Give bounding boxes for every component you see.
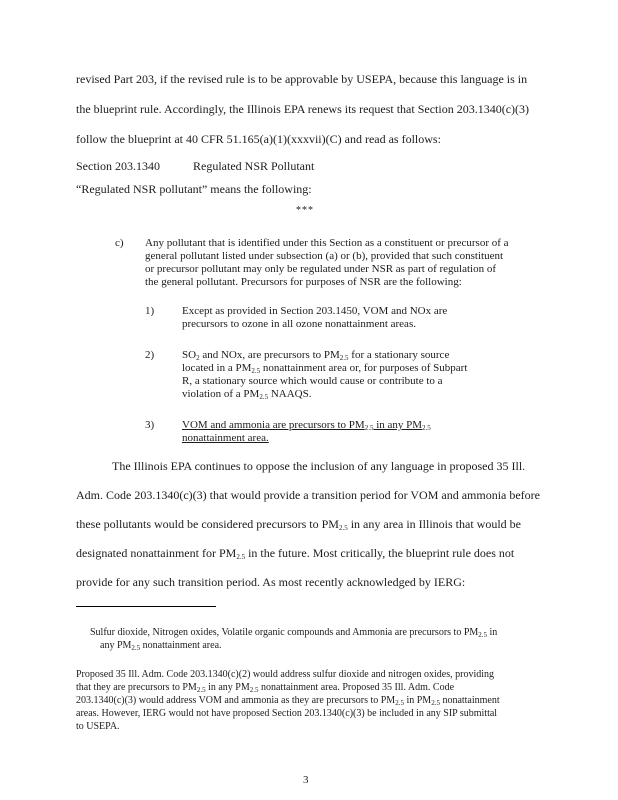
text-run: any PM (100, 640, 132, 651)
subscript: 2.5 (364, 424, 374, 432)
subscript: 2.5 (478, 631, 488, 639)
page-number: 3 (303, 774, 309, 786)
text-run: in (487, 627, 498, 638)
sub-item-1-line-1: Except as provided in Section 203.1450, VOM and NOx are (182, 305, 448, 317)
subscript: 2.5 (431, 699, 440, 707)
subscript: 2.5 (339, 354, 349, 362)
subscript: 2.5 (338, 524, 348, 532)
text-run: in any PM (373, 419, 423, 431)
text-run: in PM (403, 695, 432, 706)
sub-item-2-line-3: R, a stationary source which would cause or contribute to a (182, 375, 443, 387)
subscript: 2.5 (249, 686, 259, 694)
item-c-line-1: Any pollutant that is identified under this Section as a constituent or precursor of a (145, 237, 509, 249)
sub-item-3-line-2: nonattainment area. (182, 432, 269, 444)
text-run: NAAQS. (268, 388, 312, 400)
text-run: VOM and ammonia are precursors to PM (182, 419, 365, 431)
item-c-line-3: or precursor pollutant may only be regulated under NSR as part of regulation of (145, 263, 496, 275)
text-run: nonattainment area. (140, 640, 222, 651)
subscript: 2.5 (131, 644, 141, 652)
item-c-text (145, 237, 509, 289)
text-run: nonattainment area. Proposed 35 Ill. Adm. Code (258, 682, 455, 693)
subscript: 2.5 (395, 699, 404, 707)
text-run: located in a PM (182, 362, 252, 374)
subscript: 2.5 (196, 686, 206, 694)
para2-line-3 (76, 517, 521, 532)
sub-item-2-line-2 (182, 362, 467, 375)
sub-item-2-line-4 (182, 388, 467, 401)
section-title: Regulated NSR Pollutant (193, 159, 315, 173)
item-c-label: c) (115, 237, 124, 249)
text-run: 203.1340(c)(3) would address VOM and ammonia as they are precursors to PM (76, 695, 396, 706)
sub-item-2-line-1 (182, 349, 467, 362)
footnote-2-line-5: to USEPA. (76, 721, 120, 732)
section-number: Section 203.1340 (76, 159, 160, 173)
text-run: that they are precursors to PM (76, 682, 197, 693)
text-run: in any PM (205, 682, 250, 693)
footnote-1-line-1 (90, 626, 497, 639)
para2-line-1: The Illinois EPA continues to oppose the inclusion of any language in proposed 35 Ill. (112, 459, 526, 473)
text-run: these pollutants would be considered precursors to PM (76, 517, 339, 531)
footnote-2-line-1: Proposed 35 Ill. Adm. Code 203.1340(c)(2) would address sulfur dioxide and nitrogen oxides, providing (76, 669, 494, 680)
text-run: violation of a PM (182, 388, 260, 400)
footnote-1-line-2 (90, 639, 497, 652)
footnote-2-line-4: areas. However, IERG would not have proposed Section 203.1340(c)(3) be included in any SIP submittal (76, 708, 498, 719)
sub-item-1-line-2: precursors to ozone in all ozone nonattainment areas. (182, 318, 416, 330)
text-run: in any area in Illinois that would be (347, 517, 521, 531)
para2-line-2: Adm. Code 203.1340(c)(3) that would provide a transition period for VOM and ammonia before (76, 488, 541, 502)
item-c-line-4: the general pollutant. Precursors for purposes of NSR are the following: (145, 276, 462, 288)
text-run: nonattainment (439, 695, 500, 706)
subscript: 2.5 (422, 424, 431, 432)
para2-line-5: provide for any such transition period. As most recently acknowledged by IERG: (76, 575, 466, 589)
subscript: 2 (196, 354, 200, 362)
text-run: nonattainment area or, for purposes of Subpart (260, 362, 468, 374)
section-definition: “Regulated NSR pollutant” means the following: (76, 182, 312, 196)
text-run: for a stationary source (348, 349, 450, 361)
sub-item-1-text (182, 305, 447, 331)
footnote-1 (90, 626, 497, 652)
item-c-line-2: general pollutant listed under subsection (a) or (b), provided that such constituent (145, 250, 504, 262)
body-line-2: the blueprint rule. Accordingly, the Illinois EPA renews its request that Section 203.1340(c)(3) (76, 102, 530, 116)
para2-line-4 (76, 546, 514, 561)
sub-item-3-line-1 (182, 419, 431, 432)
text-run: SO (182, 349, 197, 361)
footnote-2-line-2 (76, 681, 500, 694)
footnote-divider (76, 606, 216, 607)
separator-stars: *** (296, 205, 314, 216)
sub-item-1-label: 1) (145, 305, 155, 317)
subscript: 2.5 (259, 393, 269, 401)
sub-item-2-text (182, 349, 467, 401)
sub-item-3-text (182, 419, 431, 445)
subscript: 2.5 (236, 553, 246, 561)
text-run: and NOx, are precursors to PM (199, 349, 340, 361)
footnote-2-line-3 (76, 694, 500, 707)
text-run: Sulfur dioxide, Nitrogen oxides, Volatile organic compounds and Ammonia are precursors to PM (90, 627, 479, 638)
body-line-3: follow the blueprint at 40 CFR 51.165(a)(1)(xxxvii)(C) and read as follows: (76, 132, 441, 146)
sub-item-2-label: 2) (145, 349, 155, 361)
subscript: 2.5 (251, 367, 261, 375)
footnote-2 (76, 668, 500, 733)
body-line-1: revised Part 203, if the revised rule is to be approvable by USEPA, because this language is in (76, 72, 528, 86)
sub-item-3-label: 3) (145, 419, 155, 431)
text-run: designated nonattainment for PM (76, 546, 237, 560)
text-run: in the future. Most critically, the blueprint rule does not (245, 546, 515, 560)
